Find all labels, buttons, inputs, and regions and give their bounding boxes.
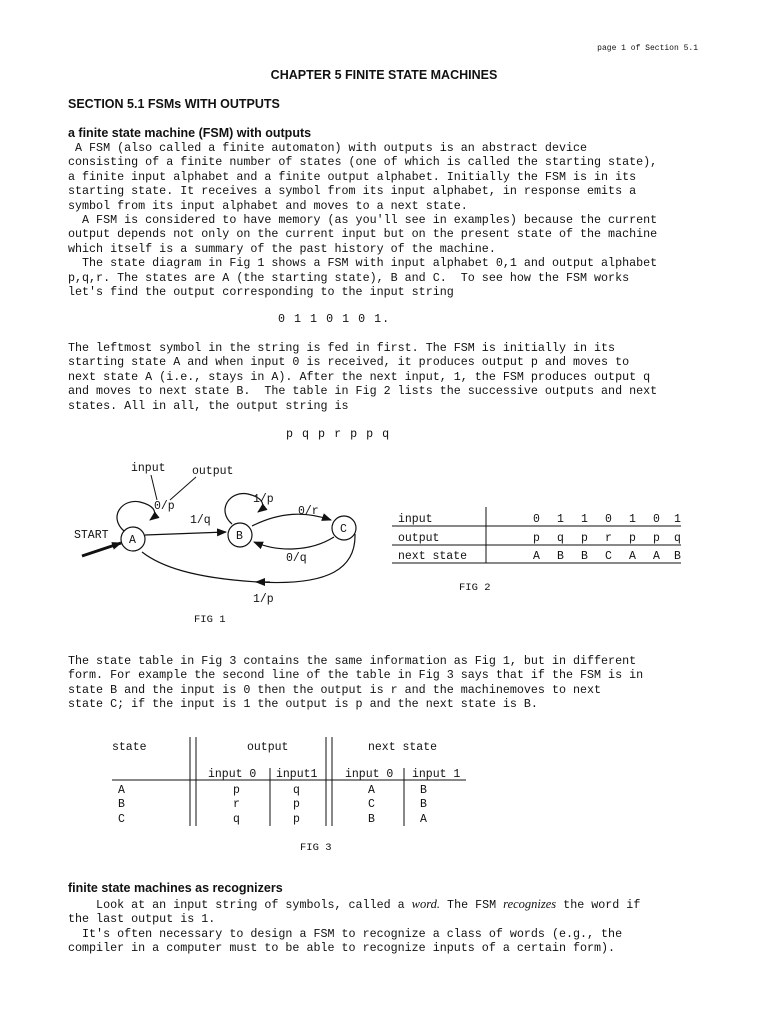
state-b-label: B bbox=[236, 530, 243, 543]
loop-b-label: 1/p bbox=[253, 493, 274, 506]
fig3-cell-output-0: q bbox=[233, 813, 240, 826]
fig3-cells bbox=[118, 784, 427, 826]
fig3-sub-output-input1: input1 bbox=[276, 768, 318, 781]
paragraph-intro: A FSM (also called a finite automaton) with outputs is an abstract device consisting of a finite number of states (one of which is called the starting state), a finite input alphabet and a finite output alphabet. Initially the FSM is in its starting state. It receives a symbol from its input alphabet, in response emits a symbol from its input alphabet and moves to a next state. A FSM is considered to have memory (as you'll see in examples) because the current output depends not only on the current input but on the present state of the machine which itself is a summary of the past history of the machine. The state diagram in Fig 1 shows a FSM with input alphabet 0,1 and output alphabet p,q,r. The states are A (the starting state), B and C. To see how the FSM works let's find the output corresponding to the input string bbox=[68, 141, 658, 300]
fig2-cell: 0 bbox=[653, 513, 660, 526]
loop-a-edge bbox=[117, 501, 155, 531]
fig1-annotation-input: input bbox=[131, 462, 166, 475]
fig3-cell-next-1: B bbox=[420, 784, 427, 797]
edge-a-to-b bbox=[145, 532, 226, 535]
edge-c-to-b-label: 0/q bbox=[286, 552, 307, 565]
fig2-cell: p bbox=[629, 532, 636, 545]
fig3-cell-next-1: A bbox=[420, 813, 427, 826]
recognizers-text-5: It's often necessary to design a FSM to recognize a class of words (e.g., the bbox=[68, 926, 623, 941]
start-label: START bbox=[74, 529, 109, 542]
annotation-pointer-output bbox=[170, 477, 196, 500]
fig2-cell: B bbox=[581, 550, 588, 563]
fig2-cell: B bbox=[557, 550, 564, 563]
fig2-cells bbox=[398, 513, 681, 563]
fig2-cell: 1 bbox=[581, 513, 588, 526]
fig2-row-label: next state bbox=[398, 550, 468, 563]
recognizers-text-1: Look at an input string of symbols, called a bbox=[68, 898, 412, 912]
edge-a-to-b-label: 1/q bbox=[190, 514, 211, 527]
page-header: page 1 of Section 5.1 bbox=[597, 44, 698, 53]
edge-b-to-c bbox=[252, 514, 331, 526]
fig2-cell: p bbox=[653, 532, 660, 545]
fig2-cell: 1 bbox=[629, 513, 636, 526]
fig1-annotation-output: output bbox=[192, 465, 234, 478]
fig2-cell: B bbox=[674, 550, 681, 563]
fig3-cell-output-1: q bbox=[293, 784, 300, 797]
start-arrow bbox=[82, 543, 121, 556]
fig3-sub-output-input0: input 0 bbox=[208, 768, 257, 781]
fig2-cell: A bbox=[653, 550, 660, 563]
fig2-cell: C bbox=[605, 550, 612, 563]
state-c-label: C bbox=[340, 523, 347, 536]
fig3-header-state: state bbox=[112, 741, 147, 754]
fig2-cell: 0 bbox=[533, 513, 540, 526]
fig3-header-next-state: next state bbox=[368, 741, 438, 754]
fig2-cell: 1 bbox=[674, 513, 681, 526]
fig3-cell-output-0: r bbox=[233, 798, 240, 811]
fig1-state-diagram bbox=[0, 440, 400, 640]
fig3-cell-output-1: p bbox=[293, 798, 300, 811]
fig3-cell-state: A bbox=[118, 784, 125, 797]
input-string: 0 1 1 0 1 0 1. bbox=[278, 312, 391, 326]
fig1-caption: FIG 1 bbox=[194, 614, 226, 626]
fig3-cell-state: C bbox=[118, 813, 125, 826]
recognizers-text-6: compiler in a computer must to be able to recognize inputs of a certain form). bbox=[68, 941, 616, 956]
fig2-cell: 1 bbox=[557, 513, 564, 526]
annotation-pointer-input bbox=[151, 475, 157, 500]
term-word: word. bbox=[411, 897, 441, 911]
fig2-cell: q bbox=[674, 532, 681, 545]
fig2-cell: q bbox=[557, 532, 564, 545]
chapter-title: CHAPTER 5 FINITE STATE MACHINES bbox=[270, 68, 498, 82]
fig2-cell: A bbox=[629, 550, 636, 563]
recognizers-text-4: the last output is 1. bbox=[68, 912, 216, 927]
fig2-cell: p bbox=[533, 532, 540, 545]
paragraph-recognizers bbox=[68, 897, 708, 956]
fig2-cell: A bbox=[533, 550, 540, 563]
fig2-cell: r bbox=[605, 532, 612, 545]
fig2-row-label: output bbox=[398, 532, 440, 545]
fig2-cell: 0 bbox=[605, 513, 612, 526]
fig2-cell: p bbox=[581, 532, 588, 545]
paragraph-explanation: The leftmost symbol in the string is fed in first. The FSM is initially in its starting state A and when input 0 is received, it produces output p and moves to next state A (i.e., stays in A). After the next input, 1, the FSM produces output q and moves to next state B. The table in Fig 2 lists the successive outputs and next states. All in all, the output string is bbox=[68, 341, 658, 413]
fig3-cell-next-0: C bbox=[368, 798, 375, 811]
subheading-recognizers: finite state machines as recognizers bbox=[68, 881, 283, 895]
fig3-state-table bbox=[100, 730, 480, 860]
fig3-cell-next-0: A bbox=[368, 784, 375, 797]
fig3-cell-output-1: p bbox=[293, 813, 300, 826]
fig3-cell-state: B bbox=[118, 798, 125, 811]
loop-a-label: 0/p bbox=[154, 500, 175, 513]
fig3-cell-next-0: B bbox=[368, 813, 375, 826]
fig2-table bbox=[380, 500, 690, 600]
state-a-label: A bbox=[129, 534, 136, 547]
fig3-cell-next-1: B bbox=[420, 798, 427, 811]
fig2-row-label: input bbox=[398, 513, 433, 526]
term-recognizes: recognizes bbox=[503, 897, 557, 911]
edge-c-to-b bbox=[254, 537, 334, 549]
fig2-caption: FIG 2 bbox=[459, 582, 491, 594]
fig3-cell-output-0: p bbox=[233, 784, 240, 797]
fig3-caption: FIG 3 bbox=[300, 842, 332, 854]
fig3-sub-next-input0: input 0 bbox=[345, 768, 394, 781]
recognizers-text-2: The FSM bbox=[440, 898, 504, 912]
section-title: SECTION 5.1 FSMs WITH OUTPUTS bbox=[68, 97, 280, 111]
fig3-sub-next-input1: input 1 bbox=[412, 768, 461, 781]
paragraph-state-table: The state table in Fig 3 contains the same information as Fig 1, but in different form. For example the second line of the table in Fig 3 says that if the FSM is in state B and the input is 0 then the output is r and the machinemoves to next state C; if the input is 1 the output is p and the next state is B. bbox=[68, 654, 644, 712]
fig3-header-output: output bbox=[247, 741, 289, 754]
output-string: p q p r p p q bbox=[286, 427, 391, 441]
edge-c-to-a-label: 1/p bbox=[253, 593, 274, 606]
edge-b-to-c-label: 0/r bbox=[298, 505, 319, 518]
recognizers-text-3: the word if bbox=[556, 898, 641, 912]
subheading-fsm-with-outputs: a finite state machine (FSM) with outputs bbox=[68, 126, 312, 140]
